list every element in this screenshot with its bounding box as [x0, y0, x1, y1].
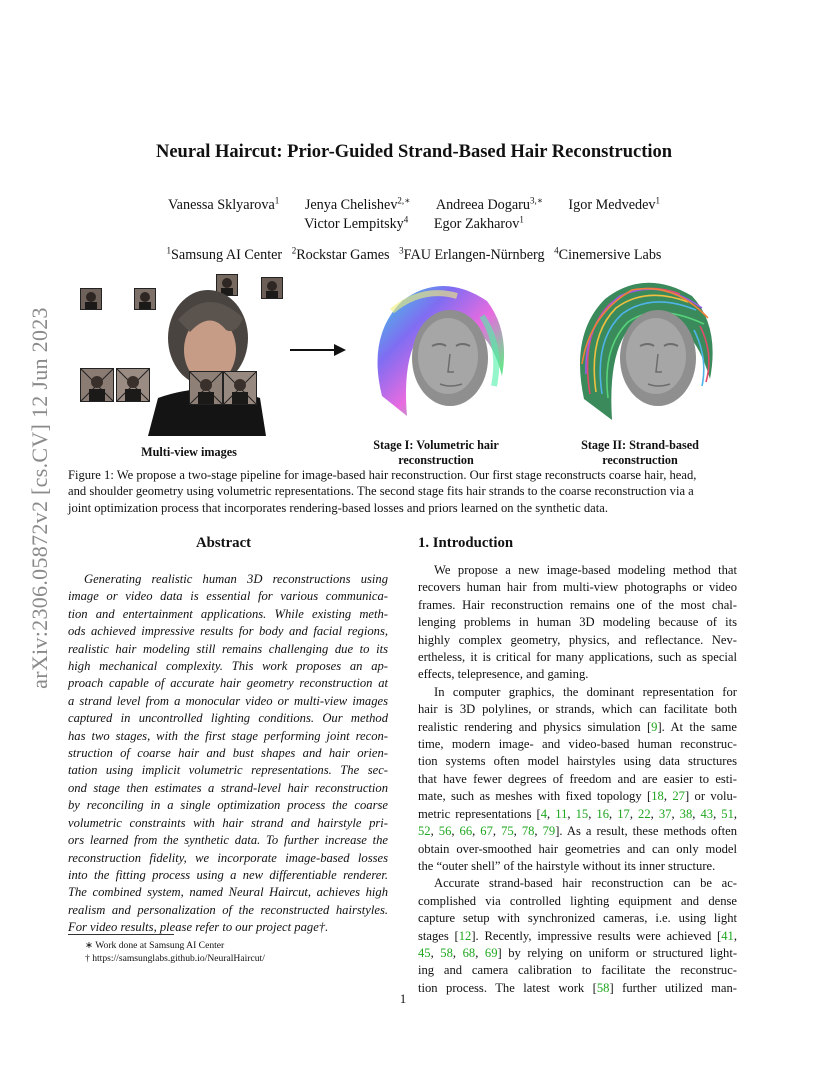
page-number: 1: [399, 992, 407, 1006]
caption-stage2: Stage II: Strand-based reconstruction: [581, 438, 699, 467]
author: Jenya Chelishev$^{2,∗}$: [304, 195, 411, 213]
authors-row-1: [0, 195, 828, 214]
affiliation: $^2$Rockstar Games: [291, 245, 390, 263]
camera-view-frame: [116, 368, 150, 402]
figure-1: [70, 272, 760, 472]
paper-title: Neural Haircut: Prior-Guided Strand-Based Hair Reconstruction: [155, 142, 673, 162]
stage1-render: [362, 276, 512, 422]
stage2-render: [570, 274, 720, 422]
arxiv-id: arXiv:2306.05872v2 [cs.CV] 12 Jun 2023: [27, 307, 52, 689]
caption-stage1: Stage I: Volumetric hair reconstruction: [373, 438, 499, 467]
author: Egor Zakharov$^1$: [433, 214, 524, 232]
introduction-body: We propose a new image-based modeling method that recovers human hair from multi-view photographs or video frames. Hair reconstruction remains one of the most chal- lenging problems in human 3D modeling because of its highly complex geometry, physics, and reflectance. Nev- ertheless, it is critical for many applications, such as special effects, telepresence, and gaming. In computer graphics, the dominant representation for hair is 3D polylines, or strands, which can facilitate both realistic rendering and physics simulation [9]. At the same time, modern image- and video-based human reconstruc- tion systems often model hairstyles using data structures that have fewer degrees of freedom and are easier to esti- mate, such as meshes with fixed topology [18, 27] or volu- metric representations [4, 11, 15, 16, 17, 22, 37, 38, 43, 51, 52, 56, 66, 67, 75, 78, 79]. As a result, these methods often obtain over-smoothed hair geometries and can only model the “outer shell” of the hairstyle without its inner structure. Accurate strand-based hair reconstruction can be ac- complished via controlled lighting equipment and dense capture setup with synchronized cameras, i.e. using light stages [12]. Recently, impressive results were achieved [41, 45, 58, 68, 69] by relying on uniform or structured light- ing and camera calibration to facilitate the reconstruc- tion process. The latest work [58] further utilized man-: [418, 563, 738, 995]
author: Igor Medvedev$^1$: [568, 195, 660, 213]
subject-photo: [148, 280, 266, 436]
camera-view-frame: [80, 368, 114, 402]
affiliation: $^1$Samsung AI Center: [166, 245, 283, 263]
figure-caption: Figure 1: We propose a two-stage pipeline for image-based hair reconstruction. Our first stage reconstructs coarse hair, head, and shoulder geometry using volumetric representations. The second stage fits hair strands to the coarse reconstruction via a joint optimization process that incorporates rendering-based losses and priors learned on the synthetic data.: [68, 468, 697, 515]
introduction-heading: 1. Introduction: [418, 535, 514, 551]
camera-view-frame: [223, 371, 257, 405]
camera-view-frame: [189, 371, 223, 405]
pipeline-arrow-icon: [288, 342, 348, 358]
author: Andreea Dogaru$^{3,∗}$: [435, 195, 543, 213]
abstract-heading: Abstract: [196, 535, 252, 551]
arxiv-stamp: [20, 288, 60, 708]
footnote-rule: [68, 934, 174, 935]
affiliation: $^3$FAU Erlangen-Nürnberg: [399, 245, 545, 263]
affiliation: $^4$Cinemersive Labs: [554, 245, 662, 263]
footnote-1: ∗ Work done at Samsung AI Center: [85, 940, 225, 951]
authors-row-2: [0, 214, 828, 233]
author: Victor Lempitsky$^4$: [304, 214, 409, 232]
camera-view-thumbnail: [80, 288, 102, 310]
abstract-body: Generating realistic human 3D reconstructions using image or video data is essential for various communica- tion and entertainment applications. While existing meth- ods achieved impressive results for body and facial regions, realistic hair modeling still remains challenging due to its high mechanical complexity. This work proposes an ap- proach capable of accurate hair geometry reconstruction at a strand level from a monocular video or multi-view images captured in uncontrolled lighting conditions. Our method has two stages, with the first stage performing joint recon- struction of coarse hair and bust shapes and hair orien- tation using implicit volumetric representations. The sec- ond stage then estimates a strand-level hair reconstruction by reconciling in a single optimization process the coarse volumetric constraints with hair strand and hairstyle pri- ors learned from the synthetic data. To further increase the reconstruction fidelity, we incorporate image-based losses into the fitting process using a new differentiable renderer. The combined system, named Neural Haircut, achieves high realism and personalization of the reconstructed hairstyles. For video results, please refer to our project page†.: [68, 572, 388, 935]
author: Vanessa Sklyarova$^1$: [168, 195, 280, 213]
affiliations: [0, 245, 828, 264]
caption-multiview: Multi-view images: [141, 445, 237, 459]
footnote-2-link[interactable]: † https://samsunglabs.github.io/NeuralHaircut/: [85, 953, 265, 964]
